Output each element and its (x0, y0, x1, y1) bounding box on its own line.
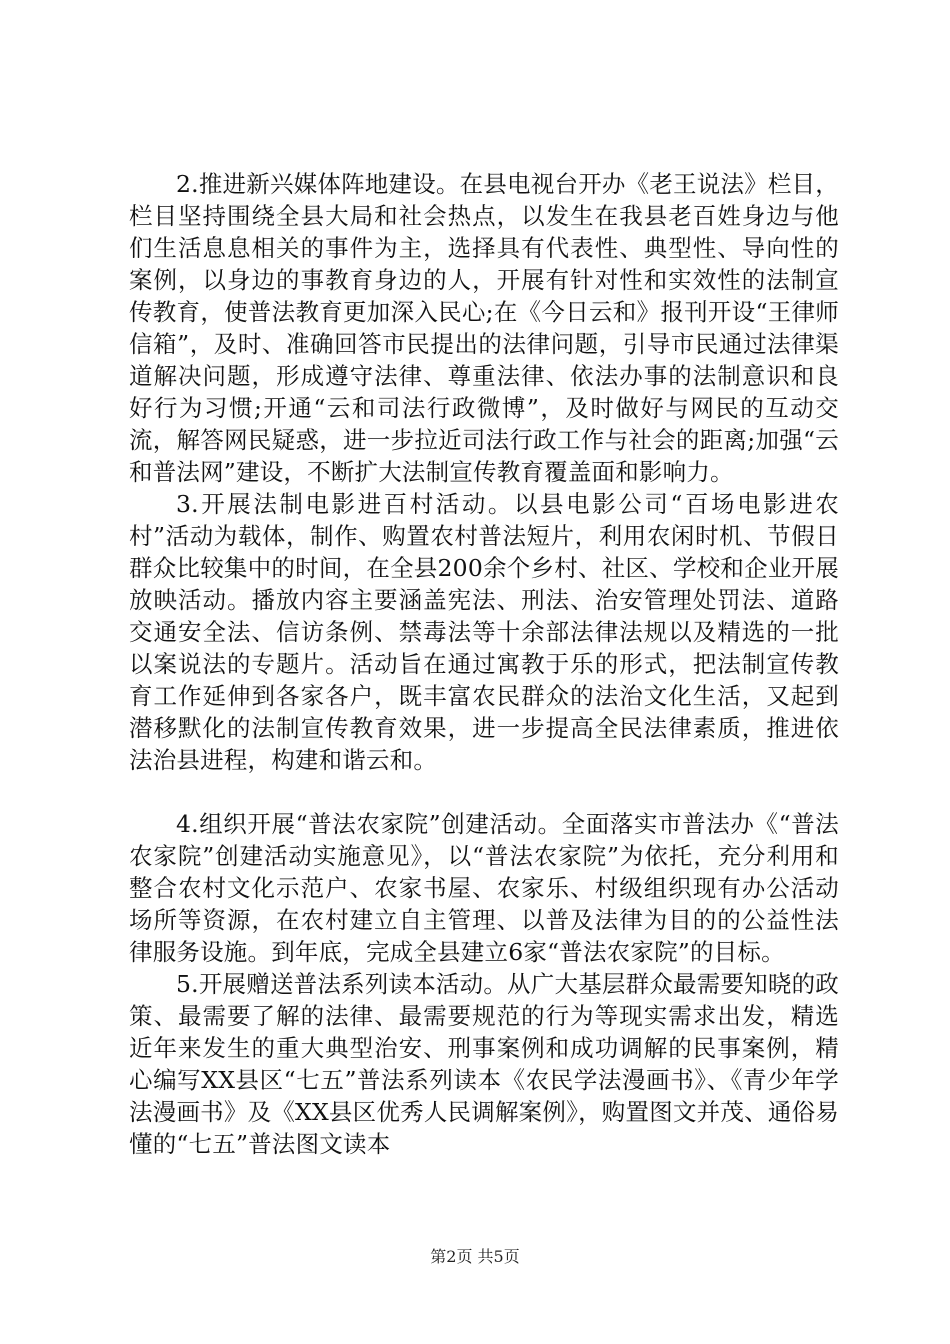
document-body (129, 168, 839, 1160)
paragraph-farmhouse: 4.组织开展“普法农家院”创建活动。全面落实市普法办《“普法农家院”创建活动实施意见》，以“普法农家院”为依托，充分利用和整合农村文化示范户、农家书屋、农家乐、村级组织现有办公活动场所等资源，在农村建立自主管理、以普及法律为目的的公益性法律服务设施。到年底，完成全县建立6家“普法农家院”的目标。 (129, 810, 839, 966)
paragraph-legal-films: 3.开展法制电影进百村活动。以县电影公司“百场电影进农村”活动为载体，制作、购置农村普法短片，利用农闲时机、节假日群众比较集中的时间，在全县200余个乡村、社区、学校和企业开展放映活动。播放内容主要涵盖宪法、刑法、治安管理处罚法、道路交通安全法、信访条例、禁毒法等十余部法律法规以及精选的一批以案说法的专题片。活动旨在通过寓教于乐的形式，把法制宣传教育工作延伸到各家各户，既丰富农民群众的法治文化生活，又起到潜移默化的法制宣传教育效果，进一步提高全民法律素质，推进依法治县进程，构建和谐云和。 (129, 490, 839, 774)
paragraph-readers: 5.开展赠送普法系列读本活动。从广大基层群众最需要知晓的政策、最需要了解的法律、最需要规范的行为等现实需求出发，精选近年来发生的重大典型治安、刑事案例和成功调解的民事案例，精心编写XX县区“七五”普法系列读本《农民学法漫画书》、《青少年学法漫画书》及《XX县区优秀人民调解案例》，购置图文并茂、通俗易懂的“七五”普法图文读本 (129, 970, 839, 1158)
page-footer: 第2页 共5页 (430, 1247, 520, 1266)
paragraph-new-media: 2.推进新兴媒体阵地建设。在县电视台开办《老王说法》栏目，栏目坚持围绕全县大局和社会热点，以发生在我县老百姓身边与他们生活息息相关的事件为主，选择具有代表性、典型性、导向性的案例，以身边的事教育身边的人，开展有针对性和实效性的法制宣传教育，使普法教育更加深入民心;在《今日云和》报刊开设“王律师信箱”，及时、准确回答市民提出的法律问题，引导市民通过法律渠道解决问题，形成遵守法律、尊重法律、依法办事的法制意识和良好行为习惯;开通“云和司法行政微博”，及时做好与网民的互动交流，解答网民疑惑，进一步拉近司法行政工作与社会的距离;加强“云和普法网”建设，不断扩大法制宣传教育覆盖面和影响力。 (129, 170, 839, 486)
paragraph-gap (129, 776, 839, 808)
